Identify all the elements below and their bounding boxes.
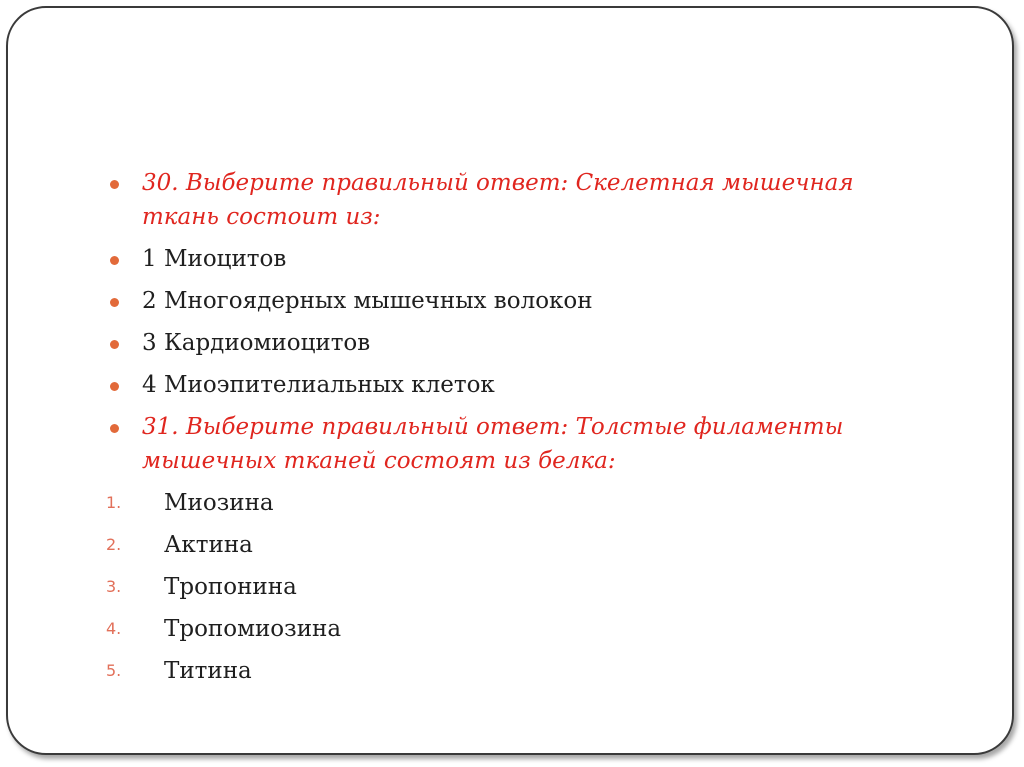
answer-text: 3 Кардиомиоцитов xyxy=(142,330,371,356)
question-30 xyxy=(106,166,936,234)
option-text: Титина xyxy=(164,658,252,684)
option-number: 1. xyxy=(106,493,122,512)
option-text: Миозина xyxy=(164,490,274,516)
option-number: 5. xyxy=(106,661,122,680)
option-number: 3. xyxy=(106,577,122,596)
answer-text: 4 Миоэпителиальных клеток xyxy=(142,372,495,398)
slide-content xyxy=(106,166,936,696)
numbered-option xyxy=(106,654,936,688)
answer-option xyxy=(106,242,936,276)
bullet-dot-icon xyxy=(110,424,119,433)
bullet-dot-icon xyxy=(110,180,119,189)
question-31 xyxy=(106,410,936,478)
answer-text: 2 Многоядерных мышечных волокон xyxy=(142,288,593,314)
option-text: Актина xyxy=(164,532,253,558)
numbered-option xyxy=(106,486,936,520)
bullet-dot-icon xyxy=(110,382,119,391)
answer-text: 1 Миоцитов xyxy=(142,246,287,272)
answer-option xyxy=(106,284,936,318)
bullet-dot-icon xyxy=(110,298,119,307)
option-number: 2. xyxy=(106,535,122,554)
question-text: 31. Выберите правильный ответ: Толстые филаменты мышечных тканей состоят из белка: xyxy=(142,414,844,474)
option-number: 4. xyxy=(106,619,122,638)
option-text: Тропомиозина xyxy=(164,616,342,642)
bullet-dot-icon xyxy=(110,340,119,349)
numbered-option xyxy=(106,570,936,604)
option-text: Тропонина xyxy=(164,574,297,600)
numbered-option xyxy=(106,528,936,562)
bullet-dot-icon xyxy=(110,256,119,265)
answer-option xyxy=(106,368,936,402)
question-text: 30. Выберите правильный ответ: Скелетная мышечная ткань состоит из: xyxy=(142,170,854,230)
answer-option xyxy=(106,326,936,360)
numbered-option xyxy=(106,612,936,646)
